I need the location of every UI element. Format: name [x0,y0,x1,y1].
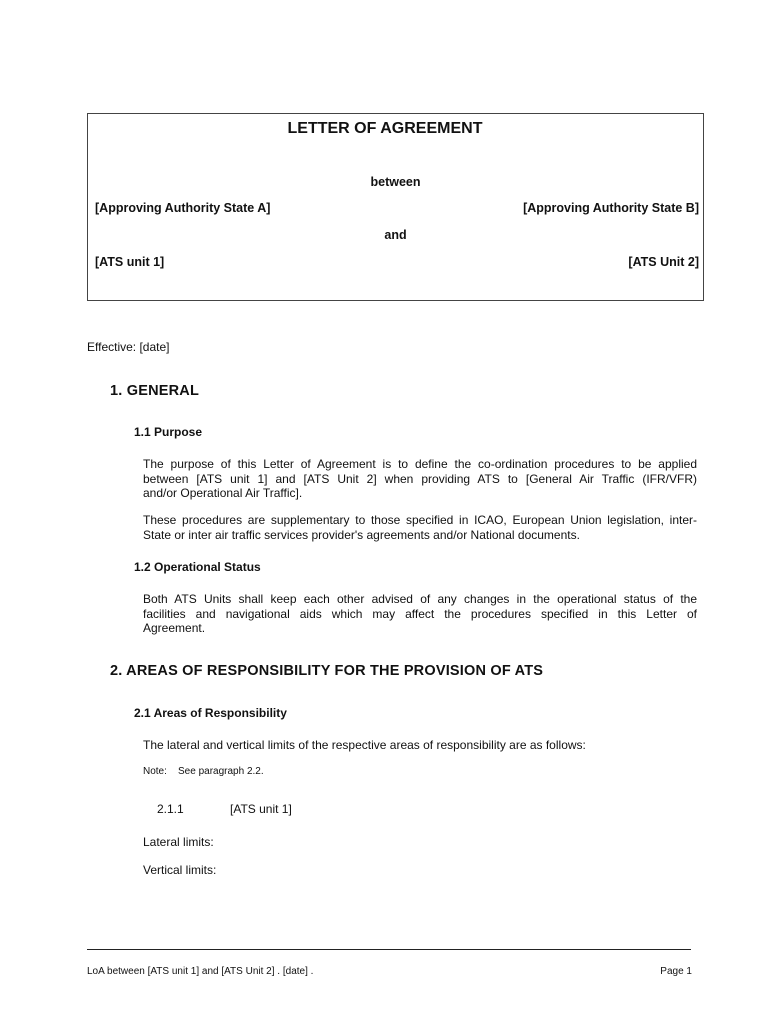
status-heading: 1.2 Operational Status [134,560,261,574]
areas-heading: 2.1 Areas of Responsibility [134,706,287,720]
authority-b: [Approving Authority State B] [523,201,699,215]
page-number: Page 1 [660,966,692,977]
status-paragraph [143,592,697,636]
effective-date: Effective: [date] [87,340,170,354]
document-title: LETTER OF AGREEMENT [287,120,483,137]
authority-a: [Approving Authority State A] [95,201,271,215]
section-1-heading: 1. GENERAL [110,383,200,399]
status-line: Agreement. [143,621,206,635]
ats-unit-2: [ATS Unit 2] [628,255,699,269]
status-line: Both ATS Units shall keep each other advised of any changes in the operational status of the [143,592,697,606]
supplementary-line: State or inter air traffic services provider's agreements and/or National documents. [143,527,580,542]
footer-text: LoA between [ATS unit 1] and [ATS Unit 2] . [date] . [87,966,314,977]
purpose-paragraph [143,457,697,501]
supplementary-paragraph [143,513,697,542]
subsection-number: 2.1.1 [157,802,184,816]
lateral-limits: Lateral limits: [143,835,214,849]
purpose-line: and/or Operational Air Traffic]. [143,486,303,500]
note-text: See paragraph 2.2. [178,766,264,777]
areas-text: The lateral and vertical limits of the respective areas of responsibility are as follows: [143,738,586,752]
ats-unit-1: [ATS unit 1] [95,255,165,269]
vertical-limits: Vertical limits: [143,863,217,877]
between-label: between [370,175,421,189]
and-label: and [384,228,407,242]
purpose-line: The purpose of this Letter of Agreement is to define the co-ordination procedures to be applied [143,457,697,471]
purpose-line: between [ATS unit 1] and [ATS Unit 2] when providing ATS to [General Air Traffic (IFR/VFR) [143,471,697,486]
note-label: Note: [143,766,167,777]
section-2-heading: 2. AREAS OF RESPONSIBILITY FOR THE PROVISION OF ATS [110,663,544,679]
purpose-heading: 1.1 Purpose [134,425,203,439]
status-line: facilities and navigational aids which may affect the procedures specified in this Letter of [143,606,697,621]
footer-divider [87,949,691,950]
subsection-title: [ATS unit 1] [230,802,292,816]
supplementary-line: These procedures are supplementary to those specified in ICAO, European Union legislation, inter- [143,513,697,527]
